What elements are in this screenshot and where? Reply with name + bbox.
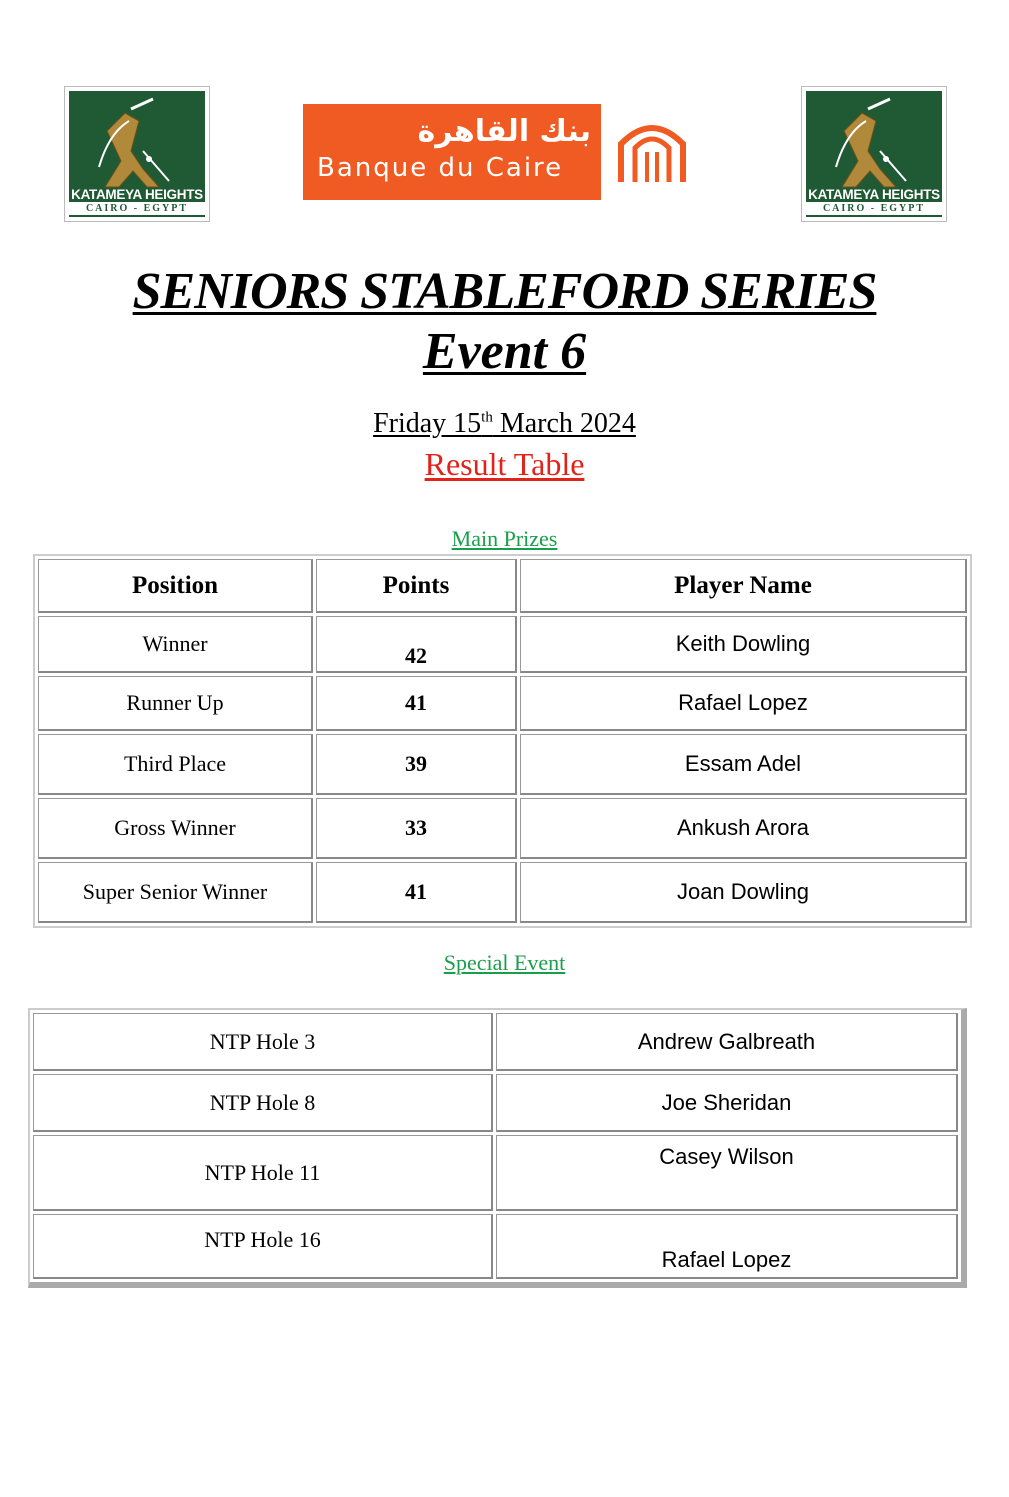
player-cell: Rafael Lopez xyxy=(496,1214,958,1279)
player-cell: Joe Sheridan xyxy=(496,1074,958,1132)
logo-subtitle: CAIRO - EGYPT xyxy=(806,202,942,215)
points-cell: 41 xyxy=(316,862,517,923)
katameya-heights-logo-left xyxy=(64,86,210,222)
logo-name: KATAMEYA HEIGHTS xyxy=(71,187,203,202)
result-table-heading: Result Table xyxy=(424,446,585,482)
player-cell: Andrew Galbreath xyxy=(496,1013,958,1071)
hole-cell: NTP Hole 16 xyxy=(33,1214,493,1279)
player-cell: Keith Dowling xyxy=(520,616,967,673)
table-header-row xyxy=(38,559,967,613)
banque-du-caire-logo xyxy=(303,104,703,200)
table-row xyxy=(38,862,967,923)
katameya-heights-logo-right xyxy=(801,86,947,222)
position-cell: Runner Up xyxy=(38,676,313,731)
player-cell: Rafael Lopez xyxy=(520,676,967,731)
main-prizes-table xyxy=(33,554,972,928)
event-date xyxy=(0,408,1009,440)
table-row xyxy=(33,1214,958,1279)
position-cell: Super Senior Winner xyxy=(38,862,313,923)
table-row xyxy=(38,798,967,859)
date-day: Friday 15 xyxy=(373,408,482,439)
points-cell: 33 xyxy=(316,798,517,859)
series-title: SENIORS STABLEFORD SERIES xyxy=(132,263,877,320)
logo-subtitle: CAIRO - EGYPT xyxy=(69,202,205,215)
table-row xyxy=(33,1074,958,1132)
special-event-heading: Special Event xyxy=(443,950,566,975)
logo-latin-text: Banque du Caire xyxy=(317,153,564,183)
table-row xyxy=(33,1013,958,1071)
points-cell: 41 xyxy=(316,676,517,731)
logo-arabic-text: بنك القاهرة xyxy=(417,114,591,149)
hole-cell: NTP Hole 3 xyxy=(33,1013,493,1071)
player-cell: Ankush Arora xyxy=(520,798,967,859)
table-row xyxy=(38,616,967,673)
table-row xyxy=(38,676,967,731)
points-cell: 42 xyxy=(316,616,517,673)
player-cell: Casey Wilson xyxy=(496,1135,958,1211)
column-header-player-name: Player Name xyxy=(520,559,967,613)
points-cell: 39 xyxy=(316,734,517,795)
position-cell: Gross Winner xyxy=(38,798,313,859)
main-prizes-heading: Main Prizes xyxy=(451,526,558,551)
player-cell: Essam Adel xyxy=(520,734,967,795)
special-event-table xyxy=(28,1008,967,1288)
date-suffix: th xyxy=(481,409,493,426)
table-row xyxy=(33,1135,958,1211)
table-row xyxy=(38,734,967,795)
position-cell: Third Place xyxy=(38,734,313,795)
column-header-points: Points xyxy=(316,559,517,613)
logo-name: KATAMEYA HEIGHTS xyxy=(808,187,940,202)
hole-cell: NTP Hole 8 xyxy=(33,1074,493,1132)
position-cell: Winner xyxy=(38,616,313,673)
date-rest: March 2024 xyxy=(492,408,636,439)
player-cell: Joan Dowling xyxy=(520,862,967,923)
column-header-position: Position xyxy=(38,559,313,613)
hole-cell: NTP Hole 11 xyxy=(33,1135,493,1211)
bank-arch-icon xyxy=(601,104,703,200)
event-title: Event 6 xyxy=(422,323,587,380)
